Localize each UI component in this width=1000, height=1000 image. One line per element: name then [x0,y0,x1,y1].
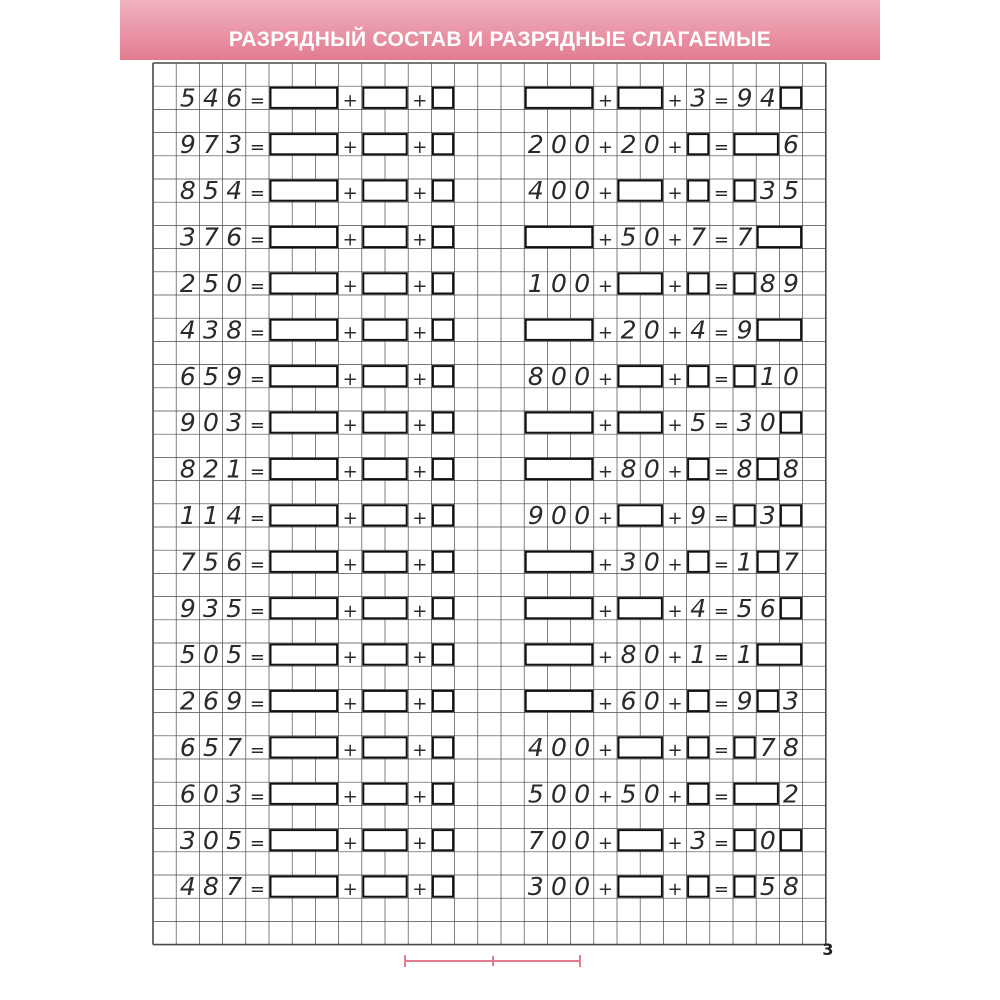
left-digit: 8 [179,454,196,484]
left-digit: 1 [179,501,196,530]
left-digit: 6 [179,733,196,762]
plus-sign: + [342,322,358,344]
right-digit: 0 [551,176,567,206]
plus-sign: + [412,508,428,529]
right-digit: 0 [643,640,660,670]
left-digit: 0 [203,779,219,809]
right-digit: 2 [783,779,799,809]
plus-sign: + [597,554,613,576]
right-digit: 0 [643,547,660,577]
equals-sign: = [249,693,265,715]
right-digit: 4 [690,593,707,623]
right-digit: 3 [690,825,707,855]
page-title: РАЗРЯДНЫЙ СОСТАВ И РАЗРЯДНЫЕ СЛАГАЕМЫЕ [228,28,772,51]
equals-sign: = [713,136,729,158]
left-digit: 9 [226,686,243,716]
plus-sign: + [597,229,613,251]
plus-sign: + [597,183,613,205]
plus-sign: + [342,600,358,622]
plus-sign: + [342,229,358,251]
left-digit: 4 [179,315,196,345]
right-digit: 0 [551,825,567,855]
right-digit: 0 [551,733,567,762]
plus-sign: + [597,600,613,622]
right-digit: 0 [574,129,591,159]
plus-sign: + [342,554,358,576]
equals-sign: = [713,832,729,854]
right-digit: 3 [759,176,776,206]
plus-sign: + [412,879,428,901]
left-digit: 9 [226,361,243,391]
plus-sign: + [597,136,613,158]
equals-sign: = [713,693,729,715]
left-digit: 6 [226,222,243,252]
left-digit: 7 [203,222,219,252]
plus-sign: + [667,600,683,622]
right-digit: 0 [574,733,591,762]
right-digit: 0 [643,129,660,159]
left-digit: 2 [203,454,219,484]
left-digit: 5 [203,733,219,762]
right-digit: 0 [574,872,591,902]
page-number: 3 [822,940,834,959]
right-digit: 0 [643,779,660,809]
right-digit: 8 [736,454,753,484]
left-digit: 7 [179,547,196,577]
equals-sign: = [249,415,265,437]
right-digit: 0 [759,408,776,438]
right-digit: 0 [551,872,567,902]
right-digit: 3 [783,686,799,716]
right-digit: 8 [783,872,799,902]
plus-sign: + [412,832,428,854]
left-digit: 6 [179,779,196,809]
equals-sign: = [249,461,265,483]
right-digit: 1 [690,640,707,670]
left-digit: 1 [226,454,243,484]
equals-sign: = [249,229,265,251]
right-digit: 0 [574,176,591,206]
right-digit: 9 [736,686,753,716]
equals-sign: = [713,786,729,808]
equals-sign: = [713,90,729,112]
equals-sign: = [249,554,265,576]
left-digit: 9 [179,129,196,159]
right-digit: 5 [527,779,544,809]
left-digit: 6 [203,686,219,716]
right-digit: 5 [620,222,637,252]
left-digit: 2 [179,686,196,716]
right-digit: 6 [759,593,776,623]
plus-sign: + [412,740,428,761]
left-digit: 7 [226,733,243,762]
right-digit: 4 [527,176,544,206]
left-digit: 5 [226,825,243,855]
right-digit: 6 [620,686,637,716]
left-digit: 5 [179,640,196,670]
plus-sign: + [667,276,683,297]
plus-sign: + [342,136,358,158]
right-digit: 3 [690,83,707,113]
right-digit: 7 [736,222,753,252]
equals-sign: = [713,600,729,622]
right-digit: 9 [527,501,544,530]
right-digit: 4 [690,315,707,345]
plus-sign: + [597,693,613,715]
left-digit: 3 [179,825,196,855]
right-digit: 2 [527,129,544,159]
plus-sign: + [667,740,683,761]
plus-sign: + [667,647,683,669]
left-digit: 3 [226,129,243,159]
left-digit: 3 [226,408,243,438]
right-digit: 0 [574,361,591,391]
right-digit: 0 [783,361,799,391]
right-digit: 9 [736,315,753,345]
right-digit: 7 [759,733,776,762]
right-digit: 5 [759,872,776,902]
right-digit: 5 [783,176,799,206]
right-digit: 4 [527,733,544,762]
right-digit: 0 [551,501,567,530]
plus-sign: + [597,415,613,437]
equals-sign: = [249,508,265,529]
left-digit: 0 [203,640,219,670]
plus-sign: + [597,461,613,483]
left-digit: 5 [226,640,243,670]
equals-sign: = [249,879,265,901]
left-digit: 5 [203,269,219,298]
plus-sign: + [412,461,428,483]
plus-sign: + [667,90,683,112]
plus-sign: + [597,322,613,344]
right-digit: 8 [620,640,637,670]
left-digit: 7 [203,129,219,159]
equals-sign: = [713,879,729,901]
plus-sign: + [597,740,613,761]
left-digit: 5 [203,547,219,577]
plus-sign: + [667,322,683,344]
left-digit: 8 [226,315,243,345]
equals-sign: = [249,136,265,158]
right-digit: 3 [736,408,753,438]
equals-sign: = [713,183,729,205]
left-digit: 0 [203,825,219,855]
left-digit: 5 [203,176,219,206]
left-digit: 3 [203,593,219,623]
right-digit: 1 [759,361,776,391]
left-digit: 5 [203,361,219,391]
right-digit: 5 [690,408,707,438]
plus-sign: + [597,879,613,901]
left-digit: 3 [203,315,219,345]
plus-sign: + [667,832,683,854]
plus-sign: + [667,183,683,205]
equals-sign: = [249,183,265,205]
plus-sign: + [667,879,683,901]
right-digit: 1 [736,547,753,577]
plus-sign: + [342,90,358,112]
left-digit: 0 [203,408,219,438]
plus-sign: + [412,368,428,390]
plus-sign: + [667,786,683,808]
right-digit: 9 [783,269,799,298]
equals-sign: = [249,276,265,297]
plus-sign: + [342,647,358,669]
right-digit: 3 [759,501,776,530]
right-digit: 8 [783,733,799,762]
left-digit: 8 [203,872,219,902]
plus-sign: + [667,229,683,251]
left-digit: 5 [226,593,243,623]
right-digit: 0 [551,269,567,298]
right-digit: 2 [620,315,637,345]
plus-sign: + [342,879,358,901]
plus-sign: + [342,508,358,529]
left-digit: 3 [226,779,243,809]
left-digit: 8 [179,176,196,206]
equals-sign: = [249,740,265,761]
plus-sign: + [342,832,358,854]
right-digit: 9 [736,83,753,113]
plus-sign: + [667,368,683,390]
plus-sign: + [412,322,428,344]
equals-sign: = [713,276,729,297]
plus-sign: + [412,229,428,251]
plus-sign: + [412,554,428,576]
equals-sign: = [713,368,729,390]
right-digit: 0 [551,129,567,159]
left-digit: 9 [179,408,196,438]
plus-sign: + [667,554,683,576]
equals-sign: = [249,600,265,622]
right-digit: 0 [643,454,660,484]
right-digit: 8 [783,454,799,484]
left-digit: 9 [179,593,196,623]
left-digit: 0 [226,269,243,298]
right-digit: 1 [527,269,544,298]
right-digit: 5 [620,779,637,809]
right-digit: 3 [527,872,544,902]
plus-sign: + [597,276,613,297]
right-digit: 0 [643,222,660,252]
plus-sign: + [342,740,358,761]
left-digit: 5 [179,83,196,113]
left-digit: 4 [179,872,196,902]
right-digit: 7 [783,547,799,577]
equals-sign: = [713,554,729,576]
plus-sign: + [597,832,613,854]
plus-sign: + [667,693,683,715]
plus-sign: + [597,786,613,808]
plus-sign: + [667,415,683,437]
plus-sign: + [342,786,358,808]
plus-sign: + [412,415,428,437]
right-digit: 5 [736,593,753,623]
equals-sign: = [249,647,265,669]
plus-sign: + [667,136,683,158]
left-digit: 6 [179,361,196,391]
plus-sign: + [342,276,358,297]
equals-sign: = [713,647,729,669]
right-digit: 0 [551,361,567,391]
equals-sign: = [713,229,729,251]
right-digit: 0 [759,825,776,855]
plus-sign: + [597,647,613,669]
equals-sign: = [249,322,265,344]
plus-sign: + [342,183,358,205]
equals-sign: = [249,786,265,808]
right-digit: 3 [620,547,637,577]
left-digit: 7 [226,872,243,902]
left-digit: 4 [226,501,243,530]
plus-sign: + [412,600,428,622]
equals-sign: = [713,740,729,761]
right-digit: 0 [574,501,591,530]
plus-sign: + [342,415,358,437]
right-digit: 2 [620,129,637,159]
equals-sign: = [713,508,729,529]
right-digit: 8 [759,269,776,298]
equals-sign: = [249,368,265,390]
plus-sign: + [412,183,428,205]
plus-sign: + [667,508,683,529]
plus-sign: + [597,508,613,529]
equals-sign: = [249,832,265,854]
right-digit: 7 [690,222,707,252]
left-digit: 2 [179,269,196,298]
right-digit: 7 [527,825,544,855]
right-digit: 0 [551,779,567,809]
right-digit: 0 [574,269,591,298]
plus-sign: + [342,461,358,483]
right-digit: 0 [643,315,660,345]
equals-sign: = [713,322,729,344]
left-digit: 1 [203,501,219,530]
equals-sign: = [249,90,265,112]
equals-sign: = [713,461,729,483]
right-digit: 0 [574,779,591,809]
plus-sign: + [412,647,428,669]
right-digit: 9 [690,501,707,530]
plus-sign: + [667,461,683,483]
plus-sign: + [412,276,428,297]
right-digit: 8 [527,361,544,391]
plus-sign: + [597,368,613,390]
plus-sign: + [342,368,358,390]
left-digit: 4 [203,83,219,113]
plus-sign: + [597,90,613,112]
plus-sign: + [412,693,428,715]
left-digit: 6 [226,547,243,577]
equals-sign: = [713,415,729,437]
right-digit: 4 [759,83,776,113]
right-digit: 8 [620,454,637,484]
plus-sign: + [412,90,428,112]
right-digit: 1 [736,640,753,670]
left-digit: 4 [226,176,243,206]
plus-sign: + [412,136,428,158]
plus-sign: + [412,786,428,808]
plus-sign: + [342,693,358,715]
left-digit: 6 [226,83,243,113]
left-digit: 3 [179,222,196,252]
right-digit: 0 [574,825,591,855]
right-digit: 0 [643,686,660,716]
right-digit: 6 [783,129,799,159]
